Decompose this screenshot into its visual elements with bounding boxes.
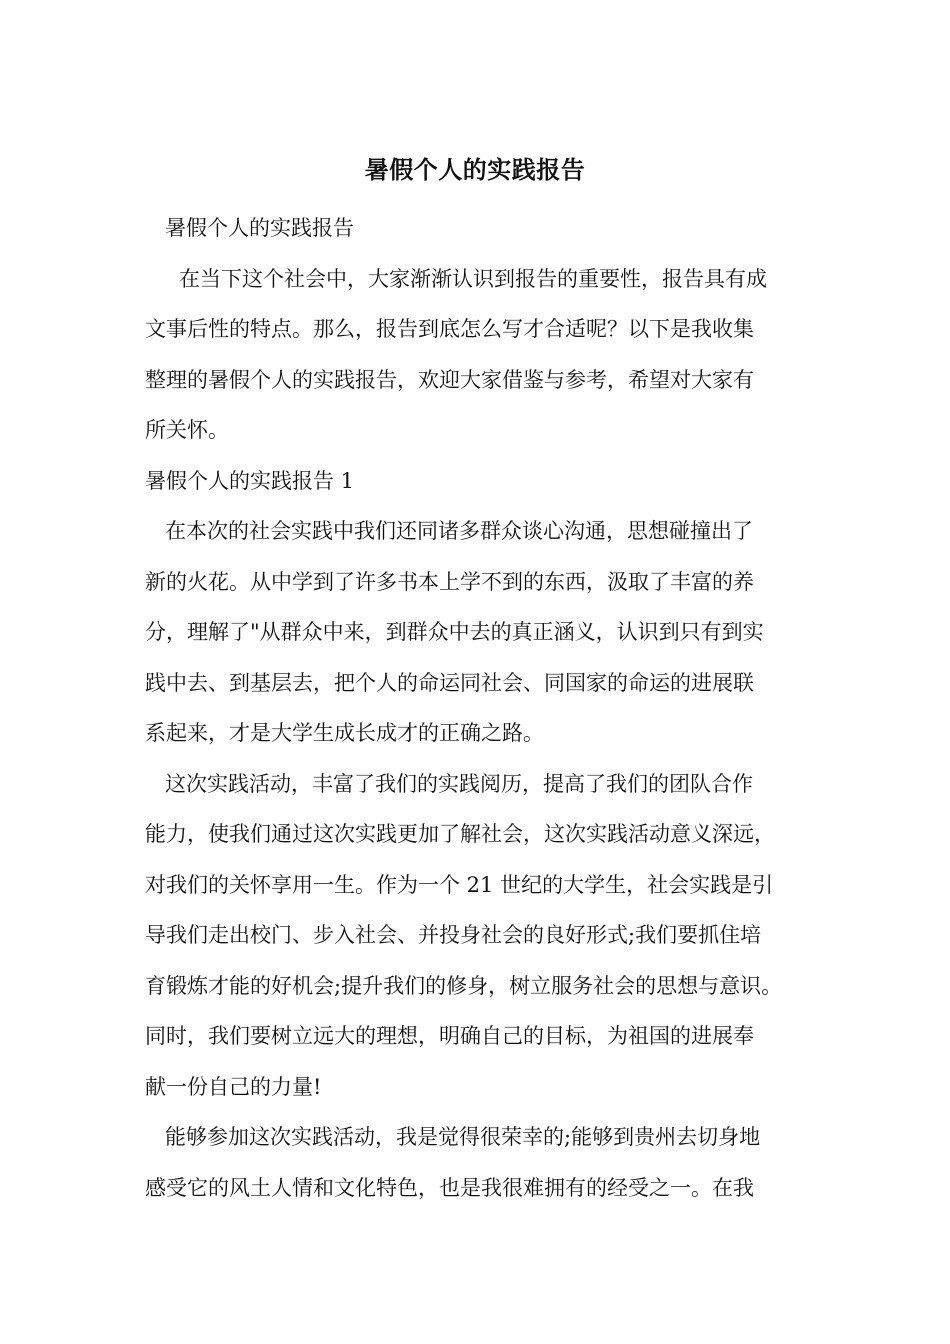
paragraph-line: 这次实践活动，丰富了我们的实践阅历，提高了我们的团队合作 [165,771,753,796]
paragraph-line: 践中去、到基层去，把个人的命运同社会、同国家的命运的进展联 [145,670,754,695]
document-body [145,203,817,1213]
paragraph-line: 同时，我们要树立远大的理想，明确自己的目标，为祖国的进展奉 [145,1024,754,1048]
paragraph-line: 能力，使我们通过这次实践更加了解社会，这次实践活动意义深远， [145,822,775,846]
section-heading: 暑假个人的实践报告 1 [145,468,355,493]
paragraph-line: 在当下这个社会中，大家渐渐认识到报告的重要性，报告具有成 [179,266,767,291]
paragraph-line: 献一份自己的力量! [145,1074,322,1099]
paragraph-line: 文事后性的特点。那么，报告到底怎么写才合适呢？以下是我收集 [145,317,754,341]
document-title: 暑假个人的实践报告 [364,156,586,184]
paragraph-line: 整理的暑假个人的实践报告，欢迎大家借鉴与参考，希望对大家有 [145,367,754,392]
paragraph-line: 对我们的关怀享用一生。作为一个 21 世纪的大学生，社会实践是引 [145,872,774,897]
paragraph-line: 导我们走出校门、步入社会、并投身社会的良好形式;我们要抓住培 [145,923,762,947]
paragraph-line: 能够参加这次实践活动，我是觉得很荣幸的;能够到贵州去切身地 [165,1125,761,1149]
paragraph-line: 育锻炼才能的好机会;提升我们的修身，树立服务社会的思想与意识。 [145,973,783,998]
paragraph-line: 系起来，才是大学生成长成才的正确之路。 [145,721,544,745]
paragraph-line: 分，理解了"从群众中来，到群众中去的真正涵义，认识到只有到实 [145,620,764,644]
paragraph-line: 新的火花。从中学到了许多书本上学不到的东西，汲取了丰富的养 [145,569,754,594]
paragraph-line: 所关怀。 [145,418,229,442]
paragraph-line: 感受它的风土人情和文化特色，也是我很难拥有的经受之一。在我 [145,1175,754,1200]
subtitle-line: 暑假个人的实践报告 [165,216,354,240]
paragraph-line: 在本次的社会实践中我们还同诸多群众谈心沟通，思想碰撞出了 [165,519,753,543]
